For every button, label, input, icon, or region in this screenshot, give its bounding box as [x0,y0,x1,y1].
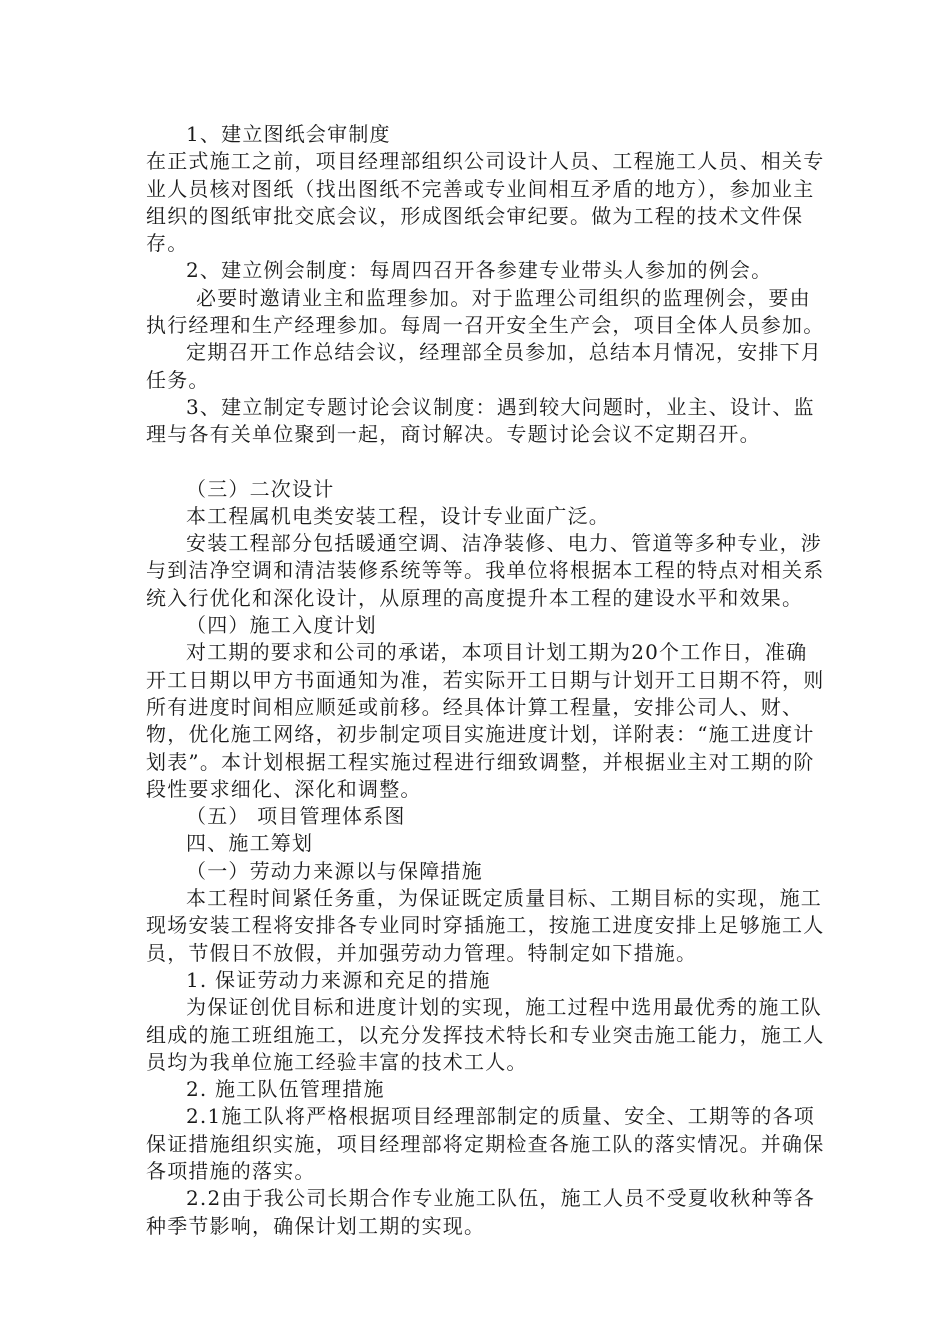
section-heading-schedule: （四）施工入度计划 [186,613,377,638]
paragraph-summary-meeting: 定期召开工作总结会议，经理部全员参加，总结本月情况，安排下月任务。 [146,340,822,392]
paragraph-team-management-2-2: 2.2由于我公司长期合作专业施工队伍，施工人员不受夏收秋种等各种季节影响，确保计划工期的实现。 [146,1186,816,1238]
section-heading-secondary-design: （三）二次设计 [186,476,335,501]
document-body [146,121,826,1240]
section-heading-labor-source: （一）劳动力来源以与保障措施 [186,858,483,883]
section-heading-management-chart: （五） 项目管理体系图 [186,804,406,829]
section-heading-construction-planning: 四、施工筹划 [186,831,314,856]
blank-line [146,449,826,476]
paragraph-installation-scope: 安装工程部分包括暖通空调、洁净装修、电力、管道等多种专业，涉与到洁净空调和清洁装修系统等等。我单位将根据本工程的特点对相关系统入行优化和深化设计，从原理的高度提升本工程的建设水平和效果。 [146,531,825,610]
paragraph-regular-meeting: 2、建立例会制度：每周四召开各参建专业带头人参加的例会。 [186,258,773,283]
subheading-team-management: 2. 施工队伍管理措施 [186,1077,385,1102]
paragraph-labor-supply: 为保证创优目标和进度计划的实现，施工过程中选用最优秀的施工队组成的施工班组施工，以充分发挥技术特长和专业突击施工能力，施工人员均为我单位施工经验丰富的技术工人。 [146,995,825,1074]
paragraph-schedule: 对工期的要求和公司的承诺，本项目计划工期为20个工作日，准确开工日期以甲方书面通知为准，若实际开工日期与计划开工日期不符，则所有进度时间相应顺延或前移。经具体计算工程量，安排公司人、财、物，优化施工网络，初步制定项目实施进度计划，详附表：“施工进度计划表”。本计划根据工程实施过程进行细致调整，并根据业主对工期的阶段性要求细化、深化和调整。 [146,640,825,801]
paragraph-special-meeting: 3、建立制定专题讨论会议制度：遇到较大问题时，业主、设计、监理与各有关单位聚到一起，商讨解决。专题讨论会议不定期召开。 [146,394,815,447]
paragraph-meeting-attendance: 必要时邀请业主和监理参加。对于监理公司组织的监理例会，要由执行经理和生产经理参加。每周一召开安全生产会，项目全体人员参加。 [146,285,825,338]
subheading-labor-supply: 1. 保证劳动力来源和充足的措施 [186,967,491,992]
paragraph-labor-measures: 本工程时间紧任务重，为保证既定质量目标、工期目标的实现，施工现场安装工程将安排各专业同时穿插施工，按施工进度安排上足够施工人员，节假日不放假，并加强劳动力管理。特制定如下措施。 [146,886,825,965]
paragraph-team-management-2-1: 2.1施工队将严格根据项目经理部制定的质量、安全、工期等的各项保证措施组织实施，项目经理部将定期检查各施工队的落实情况。并确保各项措施的落实。 [146,1104,825,1183]
paragraph-heading-drawing-review: 1、建立图纸会审制度 [186,122,391,146]
paragraph-project-type: 本工程属机电类安装工程，设计专业面广泛。 [186,503,610,528]
paragraph-drawing-review: 在正式施工之前，项目经理部组织公司设计人员、工程施工人员、相关专业人员核对图纸（找出图纸不完善或专业间相互矛盾的地方），参加业主组织的图纸审批交底会议，形成图纸会审纪要。做为工程的技术文件保存。 [146,149,825,256]
